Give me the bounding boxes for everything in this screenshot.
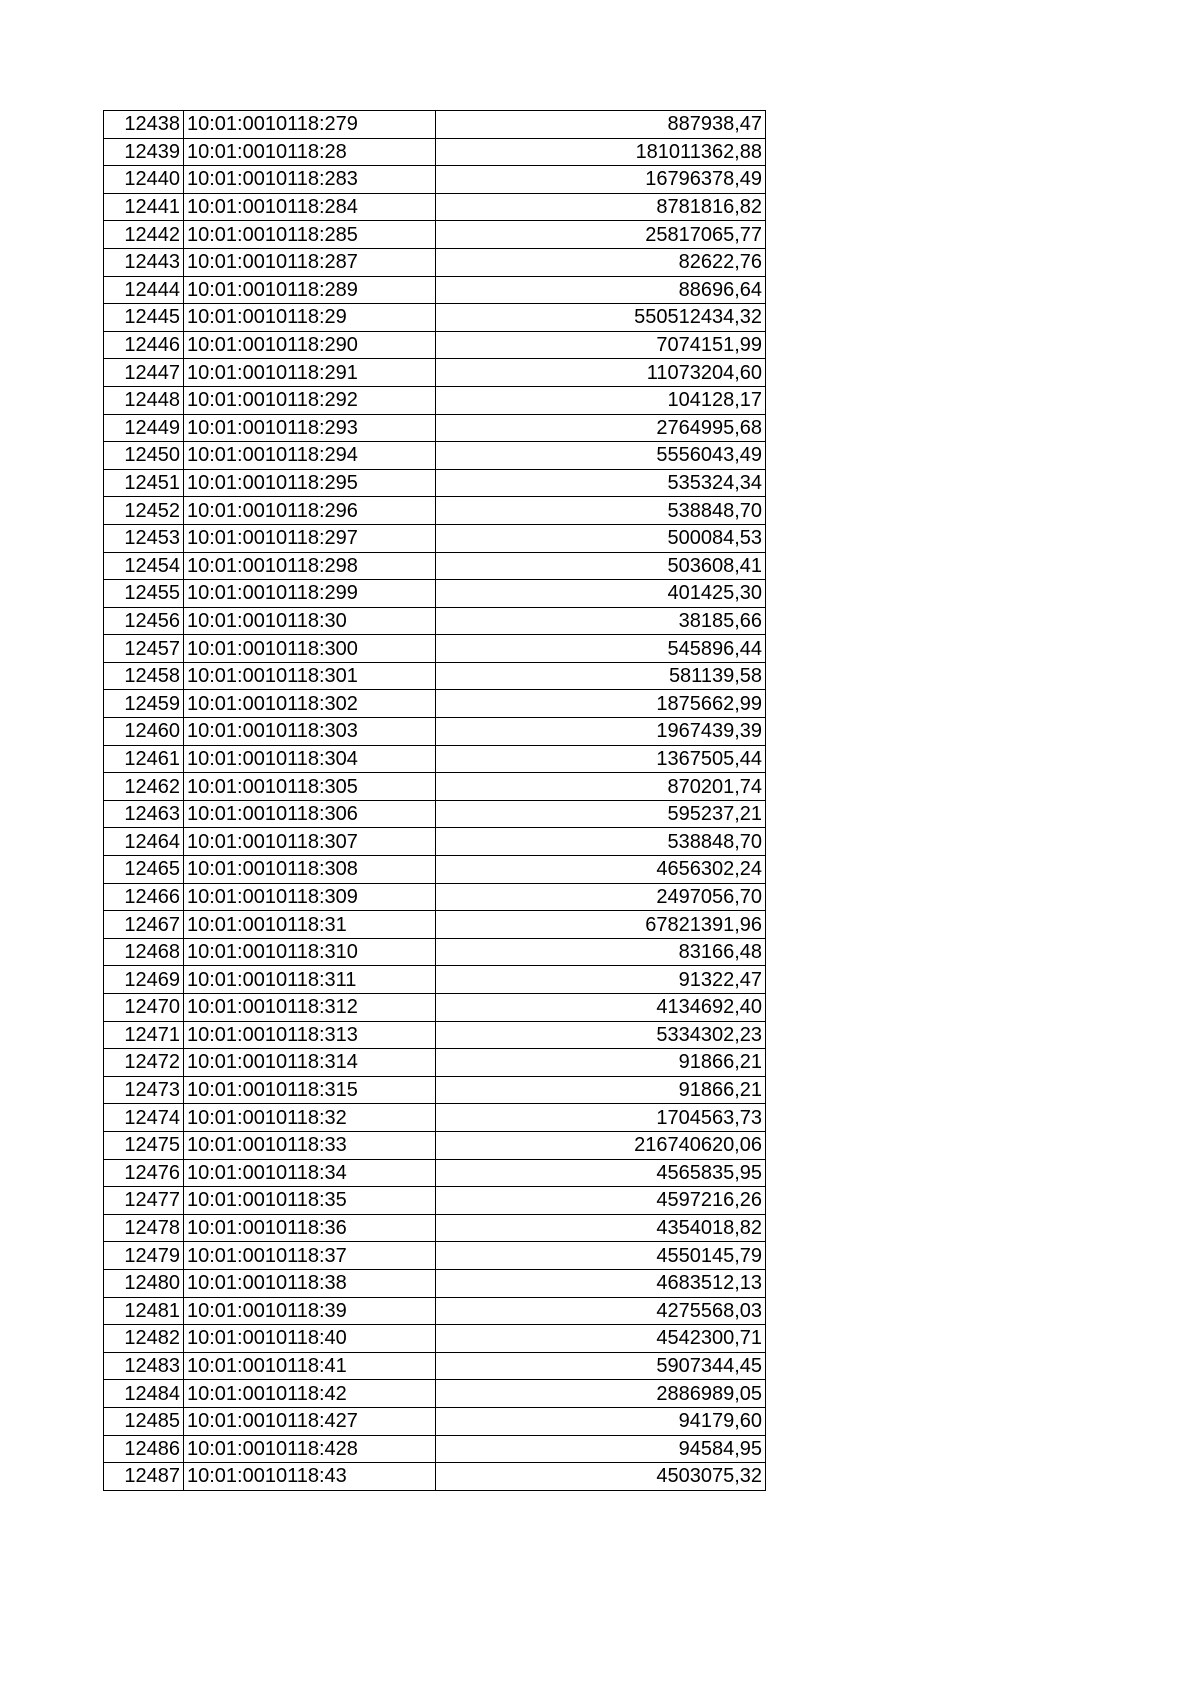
value-cell: 4597216,26 <box>436 1187 766 1215</box>
table-row <box>104 497 766 525</box>
value-cell: 4565835,95 <box>436 1159 766 1187</box>
value-cell: 67821391,96 <box>436 911 766 939</box>
row-number-cell: 12446 <box>104 331 184 359</box>
row-number-cell: 12466 <box>104 883 184 911</box>
table-row <box>104 1049 766 1077</box>
value-cell: 1367505,44 <box>436 745 766 773</box>
value-cell: 1967439,39 <box>436 718 766 746</box>
row-number-cell: 12469 <box>104 966 184 994</box>
cadastral-number-cell: 10:01:0010118:311 <box>184 966 436 994</box>
table-row <box>104 1187 766 1215</box>
value-cell: 4542300,71 <box>436 1325 766 1353</box>
cadastral-number-cell: 10:01:0010118:31 <box>184 911 436 939</box>
value-cell: 4656302,24 <box>436 856 766 884</box>
row-number-cell: 12472 <box>104 1049 184 1077</box>
table-row <box>104 994 766 1022</box>
row-number-cell: 12455 <box>104 580 184 608</box>
cadastral-number-cell: 10:01:0010118:305 <box>184 773 436 801</box>
cadastral-number-cell: 10:01:0010118:309 <box>184 883 436 911</box>
cadastral-number-cell: 10:01:0010118:292 <box>184 386 436 414</box>
value-cell: 82622,76 <box>436 248 766 276</box>
cadastral-number-cell: 10:01:0010118:289 <box>184 276 436 304</box>
table-row <box>104 690 766 718</box>
value-cell: 4134692,40 <box>436 994 766 1022</box>
cadastral-number-cell: 10:01:0010118:312 <box>184 994 436 1022</box>
row-number-cell: 12478 <box>104 1214 184 1242</box>
row-number-cell: 12480 <box>104 1269 184 1297</box>
table-row <box>104 1407 766 1435</box>
cadastral-number-cell: 10:01:0010118:30 <box>184 607 436 635</box>
cadastral-number-cell: 10:01:0010118:28 <box>184 138 436 166</box>
row-number-cell: 12483 <box>104 1352 184 1380</box>
row-number-cell: 12453 <box>104 524 184 552</box>
cadastral-number-cell: 10:01:0010118:35 <box>184 1187 436 1215</box>
table-row <box>104 800 766 828</box>
cadastral-number-cell: 10:01:0010118:41 <box>184 1352 436 1380</box>
value-cell: 5907344,45 <box>436 1352 766 1380</box>
value-cell: 870201,74 <box>436 773 766 801</box>
cadastral-number-cell: 10:01:0010118:294 <box>184 442 436 470</box>
row-number-cell: 12462 <box>104 773 184 801</box>
row-number-cell: 12440 <box>104 166 184 194</box>
cadastral-number-cell: 10:01:0010118:427 <box>184 1407 436 1435</box>
value-cell: 535324,34 <box>436 469 766 497</box>
cadastral-number-cell: 10:01:0010118:307 <box>184 828 436 856</box>
row-number-cell: 12465 <box>104 856 184 884</box>
cadastral-number-cell: 10:01:0010118:428 <box>184 1435 436 1463</box>
value-cell: 16796378,49 <box>436 166 766 194</box>
row-number-cell: 12445 <box>104 304 184 332</box>
row-number-cell: 12451 <box>104 469 184 497</box>
table-row <box>104 773 766 801</box>
value-cell: 94584,95 <box>436 1435 766 1463</box>
table-body <box>104 111 766 1491</box>
row-number-cell: 12484 <box>104 1380 184 1408</box>
cadastral-number-cell: 10:01:0010118:314 <box>184 1049 436 1077</box>
value-cell: 4550145,79 <box>436 1242 766 1270</box>
table-row <box>104 1380 766 1408</box>
row-number-cell: 12439 <box>104 138 184 166</box>
table-row <box>104 469 766 497</box>
cadastral-number-cell: 10:01:0010118:42 <box>184 1380 436 1408</box>
row-number-cell: 12450 <box>104 442 184 470</box>
cadastral-number-cell: 10:01:0010118:310 <box>184 938 436 966</box>
value-cell: 5556043,49 <box>436 442 766 470</box>
value-cell: 401425,30 <box>436 580 766 608</box>
value-cell: 595237,21 <box>436 800 766 828</box>
table-row <box>104 911 766 939</box>
row-number-cell: 12447 <box>104 359 184 387</box>
table-row <box>104 193 766 221</box>
cadastral-number-cell: 10:01:0010118:36 <box>184 1214 436 1242</box>
row-number-cell: 12441 <box>104 193 184 221</box>
row-number-cell: 12457 <box>104 635 184 663</box>
cadastral-number-cell: 10:01:0010118:29 <box>184 304 436 332</box>
table-row <box>104 524 766 552</box>
cadastral-number-cell: 10:01:0010118:298 <box>184 552 436 580</box>
row-number-cell: 12449 <box>104 414 184 442</box>
cadastral-number-cell: 10:01:0010118:306 <box>184 800 436 828</box>
row-number-cell: 12443 <box>104 248 184 276</box>
cadastral-number-cell: 10:01:0010118:279 <box>184 111 436 139</box>
table-row <box>104 1021 766 1049</box>
table-row <box>104 138 766 166</box>
table-row <box>104 1242 766 1270</box>
value-cell: 94179,60 <box>436 1407 766 1435</box>
value-cell: 2764995,68 <box>436 414 766 442</box>
table-row <box>104 304 766 332</box>
value-cell: 581139,58 <box>436 662 766 690</box>
table-row <box>104 828 766 856</box>
cadastral-number-cell: 10:01:0010118:283 <box>184 166 436 194</box>
row-number-cell: 12481 <box>104 1297 184 1325</box>
row-number-cell: 12448 <box>104 386 184 414</box>
value-cell: 83166,48 <box>436 938 766 966</box>
table-row <box>104 607 766 635</box>
cadastral-number-cell: 10:01:0010118:43 <box>184 1463 436 1491</box>
table-row <box>104 111 766 139</box>
value-cell: 887938,47 <box>436 111 766 139</box>
value-cell: 7074151,99 <box>436 331 766 359</box>
cadastral-number-cell: 10:01:0010118:308 <box>184 856 436 884</box>
table-row <box>104 1214 766 1242</box>
table-row <box>104 248 766 276</box>
row-number-cell: 12468 <box>104 938 184 966</box>
cadastral-number-cell: 10:01:0010118:290 <box>184 331 436 359</box>
row-number-cell: 12474 <box>104 1104 184 1132</box>
cadastral-number-cell: 10:01:0010118:301 <box>184 662 436 690</box>
value-cell: 2886989,05 <box>436 1380 766 1408</box>
row-number-cell: 12467 <box>104 911 184 939</box>
cadastral-number-cell: 10:01:0010118:304 <box>184 745 436 773</box>
value-cell: 88696,64 <box>436 276 766 304</box>
cadastral-number-cell: 10:01:0010118:39 <box>184 1297 436 1325</box>
value-cell: 4275568,03 <box>436 1297 766 1325</box>
cadastral-number-cell: 10:01:0010118:34 <box>184 1159 436 1187</box>
cadastral-number-cell: 10:01:0010118:38 <box>184 1269 436 1297</box>
value-cell: 545896,44 <box>436 635 766 663</box>
table-row <box>104 166 766 194</box>
row-number-cell: 12456 <box>104 607 184 635</box>
cadastral-number-cell: 10:01:0010118:315 <box>184 1076 436 1104</box>
table-row <box>104 1435 766 1463</box>
row-number-cell: 12476 <box>104 1159 184 1187</box>
row-number-cell: 12464 <box>104 828 184 856</box>
cadastral-number-cell: 10:01:0010118:303 <box>184 718 436 746</box>
cadastral-number-cell: 10:01:0010118:291 <box>184 359 436 387</box>
table-row <box>104 635 766 663</box>
cadastral-number-cell: 10:01:0010118:297 <box>184 524 436 552</box>
cadastral-number-cell: 10:01:0010118:32 <box>184 1104 436 1132</box>
table-row <box>104 662 766 690</box>
row-number-cell: 12477 <box>104 1187 184 1215</box>
value-cell: 91866,21 <box>436 1076 766 1104</box>
row-number-cell: 12438 <box>104 111 184 139</box>
table-row <box>104 1297 766 1325</box>
table-row <box>104 745 766 773</box>
table-row <box>104 221 766 249</box>
row-number-cell: 12479 <box>104 1242 184 1270</box>
value-cell: 538848,70 <box>436 828 766 856</box>
cadastral-number-cell: 10:01:0010118:37 <box>184 1242 436 1270</box>
cadastral-number-cell: 10:01:0010118:33 <box>184 1131 436 1159</box>
cadastral-number-cell: 10:01:0010118:287 <box>184 248 436 276</box>
row-number-cell: 12470 <box>104 994 184 1022</box>
table-row <box>104 359 766 387</box>
cadastral-number-cell: 10:01:0010118:313 <box>184 1021 436 1049</box>
table-row <box>104 276 766 304</box>
table-row <box>104 938 766 966</box>
table-row <box>104 1076 766 1104</box>
row-number-cell: 12452 <box>104 497 184 525</box>
table-row <box>104 552 766 580</box>
table-row <box>104 883 766 911</box>
row-number-cell: 12486 <box>104 1435 184 1463</box>
row-number-cell: 12444 <box>104 276 184 304</box>
value-cell: 25817065,77 <box>436 221 766 249</box>
value-cell: 5334302,23 <box>436 1021 766 1049</box>
value-cell: 538848,70 <box>436 497 766 525</box>
value-cell: 500084,53 <box>436 524 766 552</box>
row-number-cell: 12471 <box>104 1021 184 1049</box>
value-cell: 91866,21 <box>436 1049 766 1077</box>
cadastral-number-cell: 10:01:0010118:284 <box>184 193 436 221</box>
table-row <box>104 1131 766 1159</box>
value-cell: 503608,41 <box>436 552 766 580</box>
row-number-cell: 12442 <box>104 221 184 249</box>
table-row <box>104 1159 766 1187</box>
table-row <box>104 442 766 470</box>
table-row <box>104 1352 766 1380</box>
value-cell: 4683512,13 <box>436 1269 766 1297</box>
table-row <box>104 580 766 608</box>
table-row <box>104 1325 766 1353</box>
row-number-cell: 12460 <box>104 718 184 746</box>
table-row <box>104 414 766 442</box>
row-number-cell: 12487 <box>104 1463 184 1491</box>
table-row <box>104 856 766 884</box>
row-number-cell: 12458 <box>104 662 184 690</box>
table-row <box>104 966 766 994</box>
row-number-cell: 12454 <box>104 552 184 580</box>
row-number-cell: 12475 <box>104 1131 184 1159</box>
row-number-cell: 12459 <box>104 690 184 718</box>
row-number-cell: 12473 <box>104 1076 184 1104</box>
row-number-cell: 12482 <box>104 1325 184 1353</box>
value-cell: 104128,17 <box>436 386 766 414</box>
table-row <box>104 1104 766 1132</box>
cadastral-number-cell: 10:01:0010118:299 <box>184 580 436 608</box>
value-cell: 1875662,99 <box>436 690 766 718</box>
cadastral-number-cell: 10:01:0010118:302 <box>184 690 436 718</box>
cadastral-number-cell: 10:01:0010118:296 <box>184 497 436 525</box>
row-number-cell: 12461 <box>104 745 184 773</box>
value-cell: 550512434,32 <box>436 304 766 332</box>
row-number-cell: 12485 <box>104 1407 184 1435</box>
value-cell: 4354018,82 <box>436 1214 766 1242</box>
value-cell: 1704563,73 <box>436 1104 766 1132</box>
value-cell: 4503075,32 <box>436 1463 766 1491</box>
cadastral-number-cell: 10:01:0010118:300 <box>184 635 436 663</box>
value-cell: 11073204,60 <box>436 359 766 387</box>
value-cell: 91322,47 <box>436 966 766 994</box>
table-row <box>104 718 766 746</box>
cadastral-number-cell: 10:01:0010118:40 <box>184 1325 436 1353</box>
row-number-cell: 12463 <box>104 800 184 828</box>
cadastral-number-cell: 10:01:0010118:293 <box>184 414 436 442</box>
table-row <box>104 1463 766 1491</box>
table-row <box>104 1269 766 1297</box>
value-cell: 216740620,06 <box>436 1131 766 1159</box>
value-cell: 2497056,70 <box>436 883 766 911</box>
data-table <box>103 110 766 1491</box>
table-row <box>104 386 766 414</box>
value-cell: 38185,66 <box>436 607 766 635</box>
cadastral-number-cell: 10:01:0010118:285 <box>184 221 436 249</box>
table-row <box>104 331 766 359</box>
cadastral-number-cell: 10:01:0010118:295 <box>184 469 436 497</box>
value-cell: 8781816,82 <box>436 193 766 221</box>
value-cell: 181011362,88 <box>436 138 766 166</box>
